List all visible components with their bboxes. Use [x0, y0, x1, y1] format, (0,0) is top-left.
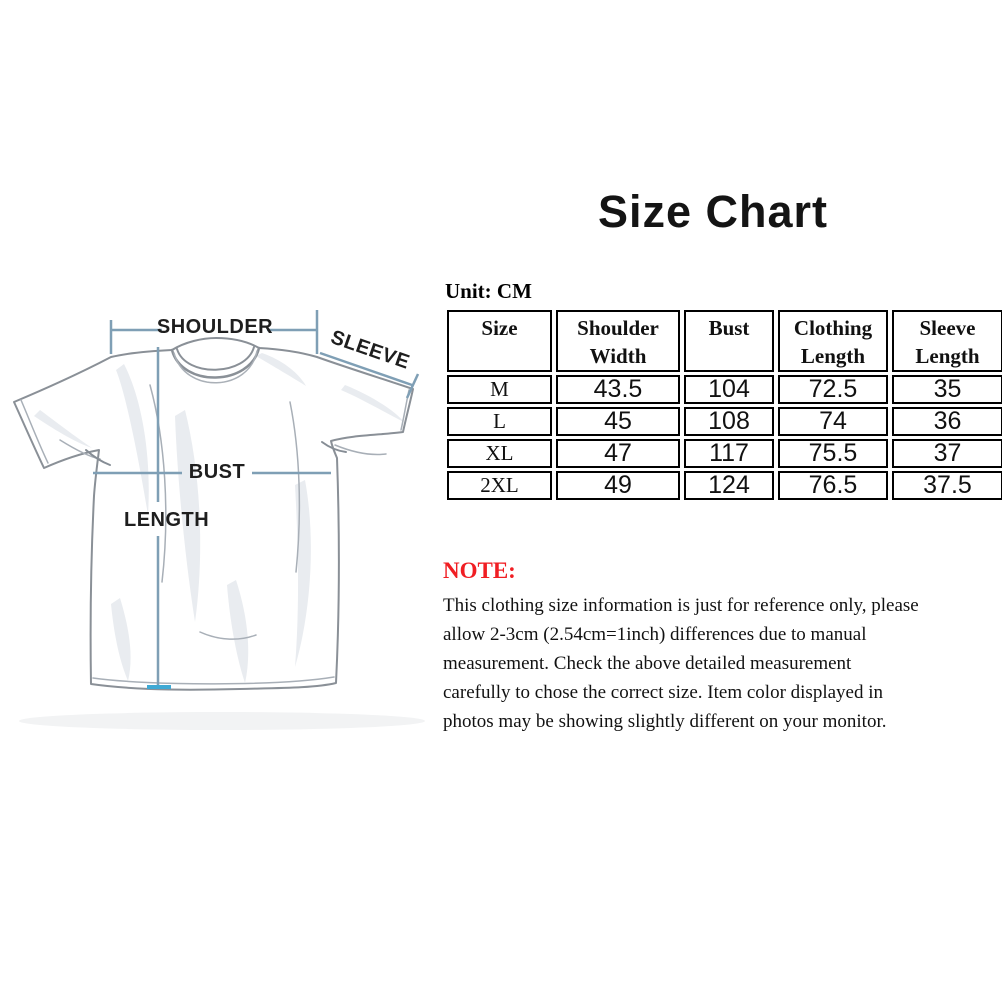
size-value: 2XL	[447, 471, 552, 500]
note-line: photos may be showing slightly different on your monitor.	[443, 711, 887, 732]
bust-value: 124	[684, 471, 774, 500]
header-bust: Bust	[684, 310, 774, 372]
table-row	[447, 439, 1002, 468]
table-row	[447, 407, 1002, 436]
note-line: carefully to chose the correct size. Item color displayed in	[443, 682, 883, 703]
clothing-length-value: 74	[778, 407, 888, 436]
unit-label: Unit: CM	[445, 279, 532, 303]
shoulder-width-value: 43.5	[556, 375, 680, 404]
sleeve-length-value: 35	[892, 375, 1002, 404]
clothing-length-value: 75.5	[778, 439, 888, 468]
header-shoulder-width: Shoulder Width	[556, 310, 680, 372]
sleeve-label: SLEEVE	[327, 326, 413, 374]
table-row	[447, 375, 1002, 404]
note-line: allow 2-3cm (2.54cm=1inch) differences due to manual	[443, 624, 867, 645]
sleeve-length-value: 37.5	[892, 471, 1002, 500]
size-value: M	[447, 375, 552, 404]
sleeve-length-value: 37	[892, 439, 1002, 468]
page-title: Size Chart	[597, 186, 829, 237]
header-clothing-length: Clothing Length	[778, 310, 888, 372]
size-value: XL	[447, 439, 552, 468]
sleeve-length-value: 36	[892, 407, 1002, 436]
length-label: LENGTH	[124, 509, 210, 531]
header-size: Size	[447, 310, 552, 372]
bust-value: 108	[684, 407, 774, 436]
bust-label: BUST	[188, 461, 246, 483]
tshirt-measurement-diagram	[0, 290, 440, 730]
note-line: measurement. Check the above detailed measurement	[443, 653, 852, 674]
header-sleeve-length: Sleeve Length	[892, 310, 1002, 372]
note-heading: NOTE:	[443, 558, 516, 583]
shoulder-label: SHOULDER	[156, 316, 274, 338]
size-value: L	[447, 407, 552, 436]
note-line: This clothing size information is just for reference only, please	[443, 595, 919, 616]
shirt-shadow	[19, 712, 425, 730]
shoulder-width-value: 49	[556, 471, 680, 500]
size-table	[443, 307, 1002, 503]
clothing-length-value: 76.5	[778, 471, 888, 500]
note-section	[443, 558, 988, 736]
shoulder-width-value: 47	[556, 439, 680, 468]
shoulder-width-value: 45	[556, 407, 680, 436]
bust-value: 104	[684, 375, 774, 404]
clothing-length-value: 72.5	[778, 375, 888, 404]
bust-value: 117	[684, 439, 774, 468]
table-header-row	[447, 310, 1002, 372]
size-table-section	[443, 279, 985, 503]
table-row	[447, 471, 1002, 500]
